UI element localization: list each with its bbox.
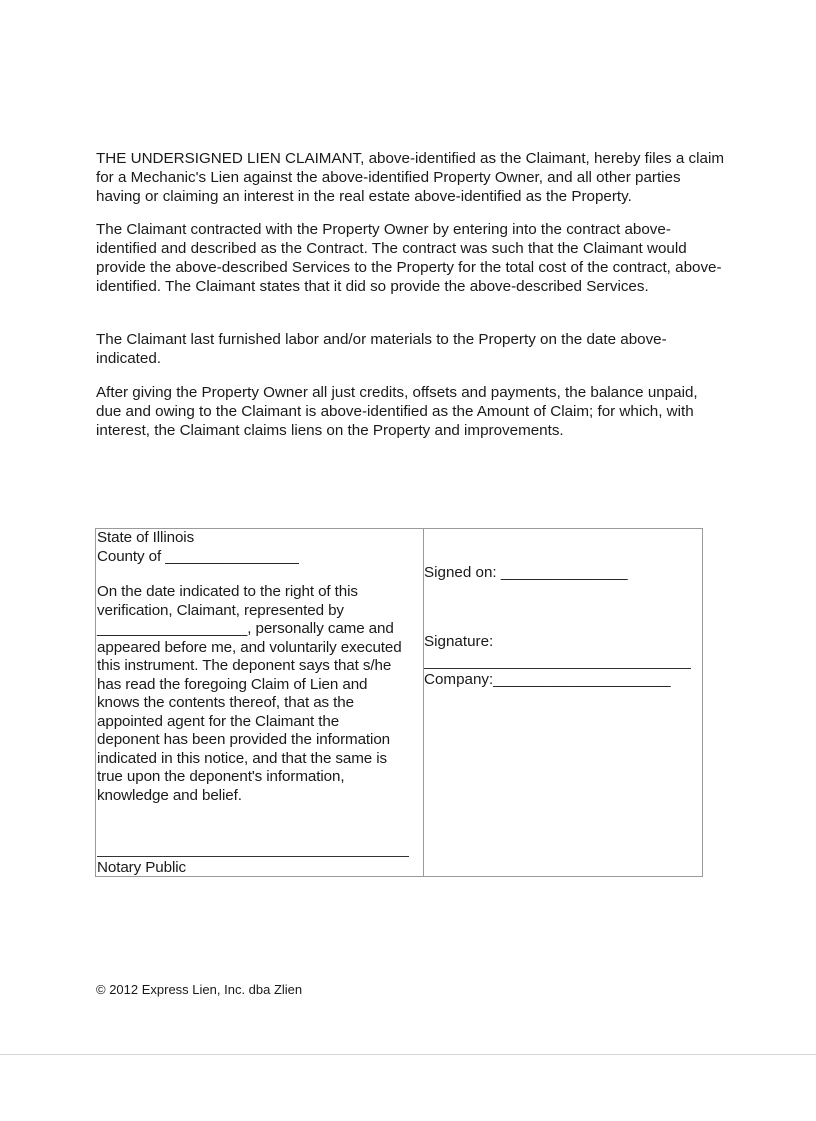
verification-table bbox=[95, 528, 703, 877]
verification-line: indicated in this notice, and that the same is bbox=[97, 749, 388, 767]
intro-paragraph: THE UNDERSIGNED LIEN CLAIMANT, above-identified as the Claimant, hereby files a claim for a Mechanic's Lien against the above-identified Property Owner, and all other parties having or claiming an interest in the real estate above-identified as the Property. bbox=[96, 150, 724, 205]
company-field[interactable]: Company:_____________________ bbox=[424, 671, 671, 688]
amount-paragraph: After giving the Property Owner all just credits, offsets and payments, the balance unpaid, due and owing to the Claimant is above-identified as the Amount of Claim; for which, with interest, the Claimant claims liens on the Property and improvements. bbox=[96, 384, 698, 439]
verification-line: knows the contents thereof, that as the bbox=[97, 694, 354, 711]
verification-text bbox=[97, 583, 425, 805]
verification-line: knowledge and belief. bbox=[97, 786, 242, 804]
signature-line[interactable] bbox=[424, 668, 691, 669]
verification-line: deponent has been provided the information bbox=[97, 731, 391, 748]
verification-line: verification, Claimant, represented by bbox=[97, 601, 344, 619]
page-divider bbox=[0, 1054, 816, 1055]
county-field[interactable]: County of ________________ bbox=[97, 548, 299, 565]
copyright-footer: © 2012 Express Lien, Inc. dba Zlien bbox=[96, 982, 303, 997]
verification-line: this instrument. The deponent says that s/he bbox=[97, 657, 392, 674]
verification-line: appointed agent for the Claimant the bbox=[97, 712, 340, 730]
contract-paragraph: The Claimant contracted with the Property Owner by entering into the contract above-identified and described as the Contract. The contract was such that the Claimant would provide the above-described Services to the Property for the total cost of the contract, above-identified. The Claimant states that it did so provide the above-described Services. bbox=[96, 221, 722, 295]
verification-line: true upon the deponent's information, bbox=[97, 768, 345, 785]
verification-line: appeared before me, and voluntarily executed bbox=[97, 638, 402, 656]
signature-label: Signature: bbox=[424, 633, 494, 650]
verification-line: has read the foregoing Claim of Lien and bbox=[97, 675, 368, 693]
notary-signature-line[interactable] bbox=[97, 856, 409, 857]
representative-field[interactable]: __________________, personally came and bbox=[97, 620, 394, 637]
notary-public-label: Notary Public bbox=[97, 859, 187, 876]
signed-on-field[interactable]: Signed on: _______________ bbox=[424, 564, 628, 581]
state-line: State of Illinois bbox=[97, 529, 195, 546]
verification-line: On the date indicated to the right of this bbox=[97, 583, 358, 600]
last-furnished-paragraph: The Claimant last furnished labor and/or materials to the Property on the date above-indicated. bbox=[96, 331, 667, 367]
